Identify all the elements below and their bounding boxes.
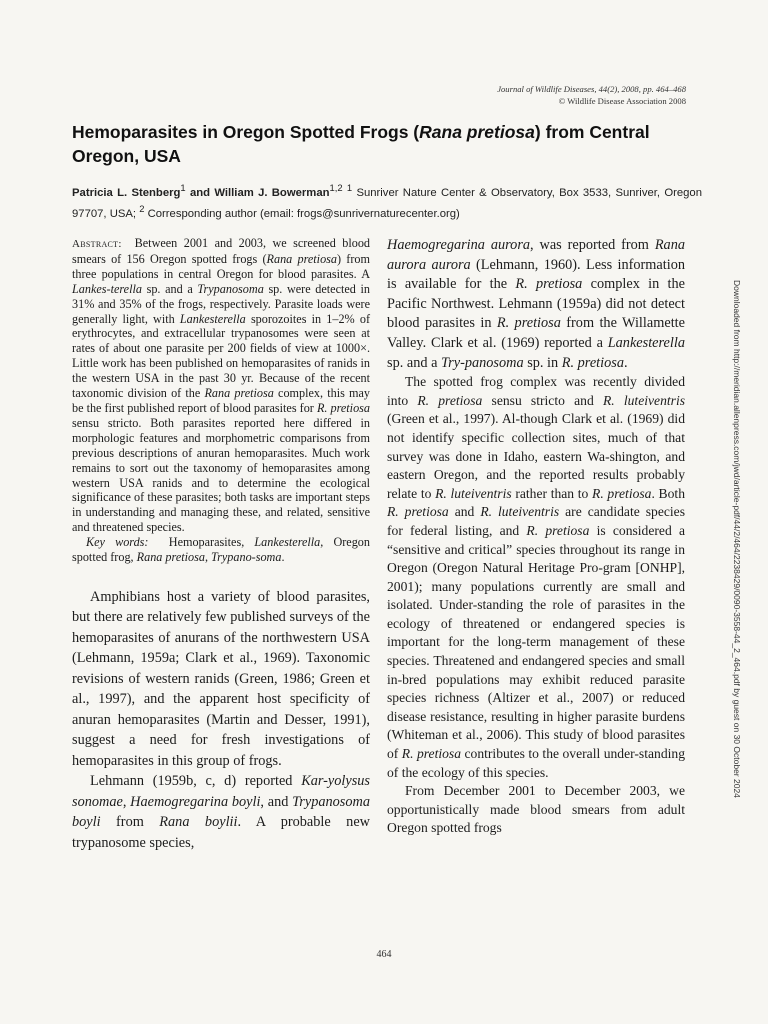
body-italic: Rana boylii	[159, 814, 238, 831]
abstract-italic: Rana pretiosa	[204, 386, 274, 401]
body-text: and	[448, 504, 481, 520]
body-text: . A probable new trypanosome species,	[72, 814, 370, 851]
body-text: contributes to the overall under-standing of the ecology of this species.	[387, 746, 685, 780]
body-text: , and	[260, 793, 293, 810]
affiliation: Sunriver Nature Center & Observatory, Box 3533, Sunriver, Oregon 97707, USA;	[72, 186, 702, 220]
keyword-italic: Trypano-soma	[211, 550, 282, 565]
abstract-text: sp. and a	[141, 281, 198, 296]
body-text: sensu stricto and	[482, 392, 603, 408]
body-italic: Kar-yolysus sonomae	[72, 773, 370, 810]
abstract-text: sp. were detected in 31% and 35% of the frogs, respectively. Parasite loads were generally light, with	[72, 281, 371, 326]
body-paragraph: Amphibians host a variety of blood parasites, but there are relatively few published surveys of the hemoparasites of anurans of the northwestern USA (Lehmann, 1959a; Clark et al., 1969). Taxonomic revisions of western ranids (Green, 1986; Green et al., 1997), and the apparent host specificity of anuran hemoparasites (Martin and Desser, 1991), suggest a need for fresh investigations of hemoparasites in this group of frogs.	[72, 588, 370, 769]
body-text: Lehmann (1959b, c, d) reported	[90, 773, 302, 790]
abstract-italic: R. pretiosa	[316, 400, 370, 415]
body-text: complex in the Pacific Northwest. Lehmann (1959a) did not detect blood parasites in	[387, 276, 685, 332]
keyword-italic: Rana pretiosa	[136, 550, 205, 565]
journal-header	[386, 84, 686, 107]
right-column	[387, 236, 685, 838]
body-paragraph	[387, 373, 685, 782]
corresponding-author: Corresponding author (email: frogs@sunrivernaturecenter.org)	[147, 207, 460, 220]
body-italic: Try-panosoma	[441, 354, 524, 371]
author-and: and	[189, 186, 211, 199]
abstract-text: complex, this may be the first published report of blood parasites for	[72, 386, 371, 415]
keyword-text: .	[281, 550, 285, 565]
body-text: .	[623, 354, 628, 371]
body-text: from	[100, 814, 160, 831]
title-part: Hemoparasites in Oregon Spotted Frogs (	[72, 122, 420, 142]
body-paragraph	[387, 236, 685, 373]
journal-citation: Journal of Wildlife Diseases, 44(2), 2008, pp. 464–468	[497, 84, 686, 94]
body-text: sp. and a	[387, 354, 441, 371]
keywords-label: Key words:	[86, 535, 149, 550]
author-sup: 1,2	[329, 182, 343, 193]
body-text: The spotted frog complex was recently divided into	[387, 374, 685, 408]
abstract-text: Between 2001 and 2003, we screened blood smears of 156 Oregon spotted frogs (	[72, 236, 371, 266]
body-text: is considered a “sensitive and critical” species throughout its range in Oregon (Oregon Natural Heritage Pro-gram [ONHP], 2001); many populations currently are small and isolated. Under-standing the role of parasites in the ecology of threatened or endangered species is important for the long-term management of these species. Threatened and endangered species and small in-bred populations may exhibit reduced parasite species richness (Altizer et al., 2007) or reduced disease resistance, resulting in higher parasite burdens (Whiteman et al., 2006). This study of blood parasites of	[387, 522, 685, 762]
body-italic: R. pretiosa	[417, 392, 483, 408]
abstract-label: Abstract:	[72, 238, 122, 250]
body-italic: Haemogregarina aurora	[387, 237, 531, 253]
body-text: . Both	[651, 485, 685, 501]
keyword-text: Hemoparasites,	[168, 535, 255, 550]
body-italic: R. pretiosa	[561, 354, 624, 371]
body-text: are candidate species for federal listing, and	[387, 504, 685, 538]
page-number: 464	[376, 949, 392, 960]
body-italic: Rana aurora aurora	[387, 237, 685, 273]
keyword-italic: Lankesterella	[254, 535, 321, 550]
abstract-italic: Rana pretiosa	[266, 251, 338, 266]
body-text: sp. in	[523, 354, 562, 371]
abstract-italic: Lankes-terella	[72, 281, 142, 296]
abstract-text: ) from three populations in central Oregon for blood parasites. A	[72, 251, 370, 281]
body-paragraph	[72, 771, 370, 853]
keyword-text: ,	[204, 550, 212, 565]
body-italic: Trypanosoma boyli	[72, 793, 370, 831]
author-name: Patricia L. Stenberg	[72, 186, 181, 199]
title-species: Rana pretiosa	[419, 122, 535, 142]
download-notice: Downloaded from http://meridian.allenpress.com/jwd/article-pdf/44/2/464/2238429/0090-3558-44_2_464.pdf by guest on 30 October 2024	[732, 280, 742, 798]
body-italic: R. pretiosa	[592, 485, 652, 501]
affiliation-sup: 1	[346, 182, 353, 193]
body-italic: R. luteiventris	[480, 504, 560, 520]
copyright-line: © Wildlife Disease Association 2008	[558, 95, 686, 106]
body-italic: Haemogregarina boyli	[130, 793, 261, 810]
body-italic: R. pretiosa	[401, 746, 462, 762]
body-text: , was reported from	[530, 237, 655, 253]
affiliation-sup: 2	[139, 202, 145, 214]
left-column	[72, 236, 370, 853]
keyword-text: , Oregon spotted frog,	[72, 535, 370, 565]
abstract-text: sporozoites in 1–2% of erythrocytes, and extracellular trypanosomes were seen at rates of about one parasite per 200 fields of view at 1000×. Little work has been published on hemoparasites of ranids in the western USA in the past 30 yr. Because of the recent taxonomic division of the	[72, 311, 371, 401]
abstract-italic: Trypanosoma	[197, 281, 264, 296]
body-text: (Green et al., 1997). Al-though Clark et al. (1969) did not identify specific collection sites, much of that survey was done in Idaho, eastern Wa-shington, and eastern Oregon, and the reported results probably relate to	[387, 411, 685, 501]
article-title	[72, 120, 712, 168]
title-part: ) from Central Oregon, USA	[72, 122, 650, 166]
abstract-text: sensu stricto. Both parasites reported here differed in morphologic features and morphometric comparisons from previous descriptions of anuran hemoparasites. Much work remains to sort out the taxonomy of hemoparasites among western USA ranids and to determine the ecological significance of these parasites; both tasks are important steps in understanding and managing these, and related, sensitive and threatened species.	[72, 415, 370, 535]
body-text: (Lehmann, 1960). Less information is available for the	[387, 256, 685, 293]
abstract-italic: Lankesterella	[179, 311, 246, 326]
body-italic: Lankesterella	[607, 334, 685, 351]
abstract	[72, 236, 370, 535]
body-paragraph: From December 2001 to December 2003, we opportunistically made blood smears from adult Oregon spotted frogs	[387, 783, 685, 836]
body-italic: R. luteiventris	[435, 485, 512, 501]
keywords	[72, 535, 370, 565]
body-italic: R. pretiosa	[496, 315, 561, 332]
body-text: ,	[122, 793, 131, 810]
author-block	[72, 180, 702, 222]
body-italic: R. pretiosa	[515, 276, 583, 293]
body-italic: R. pretiosa	[526, 522, 590, 538]
body-italic: R. luteiventris	[602, 392, 686, 408]
body-text: rather than to	[511, 485, 593, 501]
author-name: William J. Bowerman	[214, 186, 330, 199]
body-text: from the Willamette Valley. Clark et al. (1969) reported a	[387, 315, 685, 351]
body-italic: R. pretiosa	[387, 504, 449, 520]
author-sup: 1	[180, 182, 186, 193]
